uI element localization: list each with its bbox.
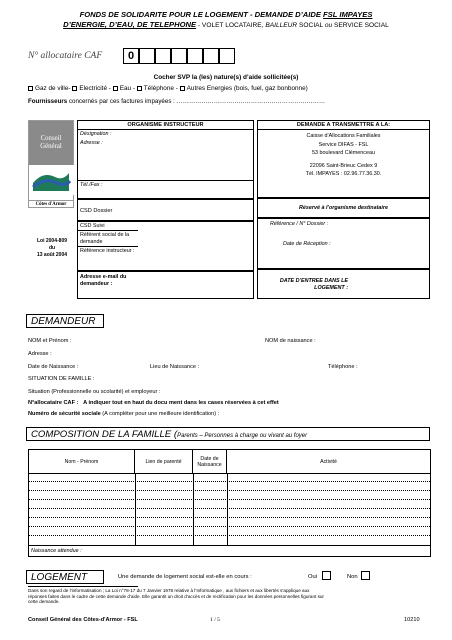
conseil-general-logo: Conseil Général Côtes d'Armor [28, 120, 74, 208]
cocher-options: Gaz de ville- Electricité - Eau - Téléphone - Autres Energies (bois, fuel, gaz bonbonne) [28, 85, 308, 92]
organisme-instructeur-box: ORGANISME INSTRUCTEUR Désignation : Adresse : Tél./Fax : [77, 120, 254, 199]
situation-pro-label: Situation (Professionnelle ou scolarité) et employeur : [28, 389, 161, 395]
allocataire-box-3[interactable] [155, 48, 171, 64]
famille-table-body[interactable] [28, 473, 431, 545]
checkbox-telephone[interactable] [137, 86, 142, 91]
famille-table-header [29, 450, 431, 474]
allocataire-box-7[interactable] [219, 48, 235, 64]
allocataire-box-6[interactable] [203, 48, 219, 64]
num-caf-line: N°allocataire CAF : A indiquer tout en haut du docu ment dans les cases réservées à cet effet [28, 400, 279, 406]
loi-reference: Loi 2004-809 du 13 août 2004 [36, 238, 68, 258]
cocher-title: Cocher SVP la (les) nature(s) d’aide sollicitée(s) [153, 74, 299, 81]
col-nom-prenom: Nom - Prénom [29, 450, 135, 474]
non-label: Non [347, 574, 358, 580]
adresse-label: Adresse : [28, 351, 52, 357]
oui-checkbox[interactable] [322, 571, 331, 580]
csd-dossier-box: CSD Dossier [77, 199, 254, 221]
page-number: 1 / 5 [210, 617, 220, 623]
checkbox-autres-energies[interactable] [180, 86, 185, 91]
wave-emblem-icon [29, 165, 74, 195]
date-entree-box: DATE D’ENTREE DANS LE LOGEMENT : [257, 269, 430, 299]
date-naissance-label: Date de Naissance : [28, 364, 79, 370]
situation-famille-label: SITUATION DE FAMILLE : [28, 376, 95, 382]
oui-label: Oui [308, 574, 318, 580]
page-title-line2: D’ENERGIE, D’EAU, DE TELEPHONE - VOLET LOCATAIRE, BAILLEUR SOCIAL ou SERVICE SOCIAL [63, 20, 389, 29]
secu-line: Numéro de sécurité sociale (A compléter pour une meilleure identification) : [28, 411, 220, 417]
section-logement: LOGEMENT [26, 570, 104, 584]
col-date-naissance: Date de Naissance [193, 450, 227, 474]
non-checkbox[interactable] [361, 571, 370, 580]
lieu-naissance-label: Lieu de Naissance : [150, 364, 200, 370]
transmettre-box: DEMANDE A TRANSMETTRE A LA: Caisse d’Allocations Familiales Service DIFAS - FSL 53 boulevard Clémenceau 22096 Saint-Brieuc Cedex 9 Tél. IMPAYES : 02.96.77.36.30. [257, 120, 430, 198]
telephone-label: Téléphone : [328, 364, 358, 370]
nom-prenom-label: NOM et Prénom : [28, 338, 72, 344]
col-lien-parente: Lien de parenté [135, 450, 193, 474]
nom-naissance-label: NOM de naissance : [265, 338, 316, 344]
col-activite: Activité [227, 450, 431, 474]
naissance-attendue-row[interactable]: Naissance attendue : [28, 545, 431, 557]
allocataire-label: N° allocataire CAF [28, 51, 103, 61]
checkbox-electricite[interactable] [72, 86, 77, 91]
allocataire-box-5[interactable] [187, 48, 203, 64]
footer-left: Conseil Général des Côtes-d'Armor - FSL [28, 617, 138, 623]
footnote: Dans son regard de l’informatisation ; La Loi n°78-17 du 7 Janvier 1978 relative à l’Informatique , aux fichiers et aux libertés s’applique aux réponses faites dans le cadre de cette demande d’aide. Elle garantit un droit d’accès et de rectification pour les données personnelles figurant sur cette demande. [28, 588, 324, 605]
email-demandeur-box: Adresse e-mail du demandeur : [77, 271, 254, 299]
checkbox-eau[interactable] [113, 86, 118, 91]
checkbox-gaz[interactable] [28, 86, 33, 91]
section-composition-famille: COMPOSITION DE LA FAMILLE (Parents – Personnes à charge ou vivant au foyer [26, 427, 430, 441]
famille-table [28, 449, 431, 474]
fournisseurs-line: Fournisseurs concernés par ces factures impayées : ……………………………………………………………… [28, 98, 326, 105]
footer-code: 10210 [404, 617, 420, 623]
allocataire-box-4[interactable] [171, 48, 187, 64]
allocataire-value-box[interactable]: 0 [123, 48, 139, 64]
csd-suivi-box: CSD Suivi Référent social de la demande Référence instructeur : [77, 221, 254, 271]
page-title-line1: FONDS DE SOLIDARITE POUR LE LOGEMENT - DEMANDE D’AIDE FSL IMPAYES [79, 10, 373, 19]
allocataire-box-2[interactable] [139, 48, 155, 64]
reserve-organisme-box: Réservé à l’organisme destinataire [257, 198, 430, 218]
section-demandeur: DEMANDEUR [26, 314, 104, 328]
logement-question: Une demande de logement social est-elle en cours : [118, 574, 252, 580]
reference-reception-box: Référence / N° Dossier : Date de Réception : [257, 218, 430, 269]
